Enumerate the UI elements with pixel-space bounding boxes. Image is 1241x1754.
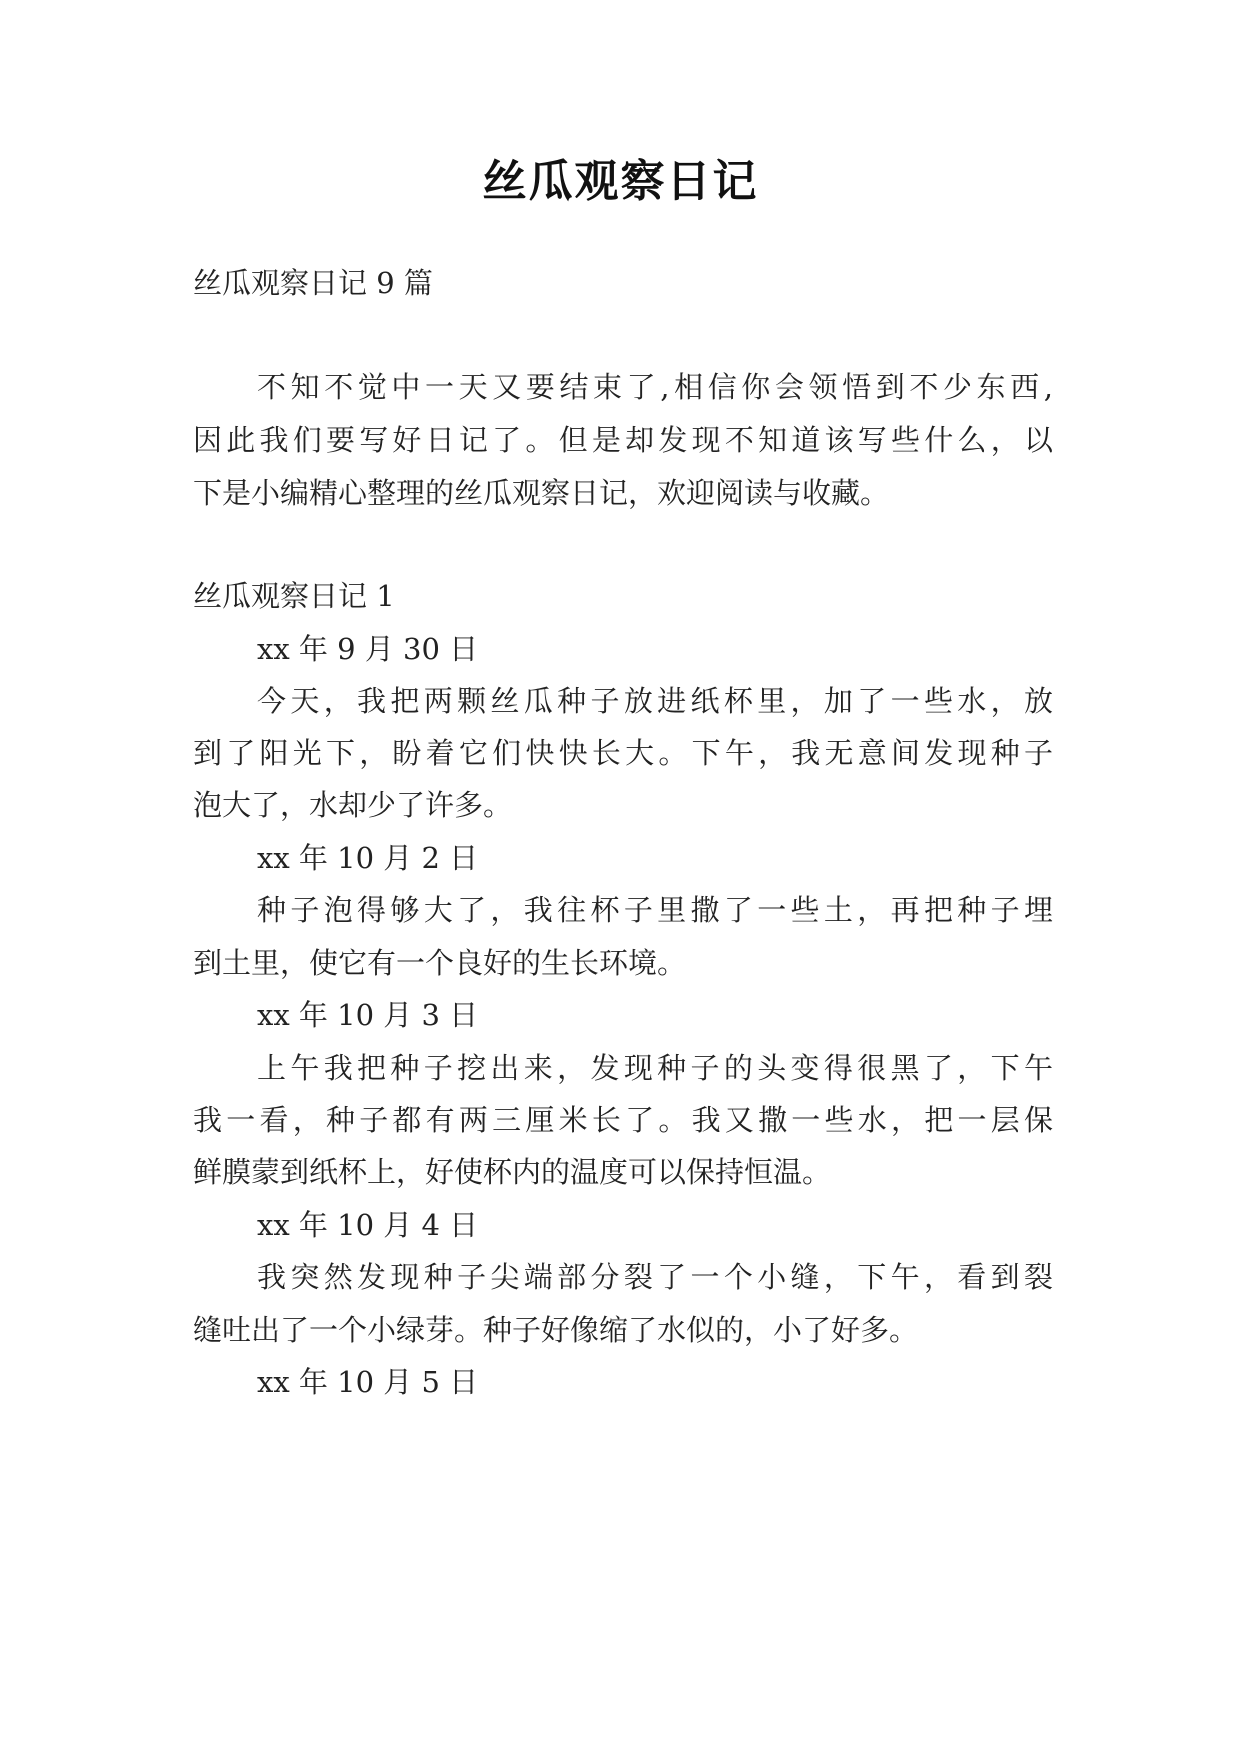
entry-text-line: 上午我把种子挖出来，发现种子的头变得很黑了，下午 — [257, 1051, 1053, 1085]
entry-text-line: 到土里，使它有一个良好的生长环境。 — [193, 946, 687, 980]
intro-line-3: 下是小编精心整理的丝瓜观察日记，欢迎阅读与收藏。 — [193, 476, 890, 510]
intro-line-2: 因此我们要写好日记了。但是却发现不知道该写些什么，以 — [193, 423, 1053, 457]
document-title: 丝瓜观察日记 — [482, 156, 759, 207]
entry-date: xx 年 10 月 5 日 — [257, 1365, 479, 1399]
entry-date: xx 年 10 月 4 日 — [257, 1208, 479, 1242]
section-heading: 丝瓜观察日记 1 — [193, 579, 395, 613]
entry-text-line: 我突然发现种子尖端部分裂了一个小缝，下午，看到裂 — [257, 1260, 1053, 1294]
entry-text-line: 泡大了，水却少了许多。 — [193, 788, 513, 822]
entry-text-line: 到了阳光下，盼着它们快快长大。下午，我无意间发现种子 — [193, 736, 1053, 770]
entry-text-line: 我一看，种子都有两三厘米长了。我又撒一些水，把一层保 — [193, 1103, 1053, 1137]
entry-date: xx 年 10 月 2 日 — [257, 841, 479, 875]
entry-date: xx 年 10 月 3 日 — [257, 998, 479, 1032]
entry-date: xx 年 9 月 30 日 — [257, 632, 479, 666]
intro-line-1: 不知不觉中一天又要结束了,相信你会领悟到不少东西, — [257, 370, 1053, 404]
entry-text-line: 种子泡得够大了，我往杯子里撒了一些土，再把种子埋 — [257, 893, 1053, 927]
entry-text-line: 今天，我把两颗丝瓜种子放进纸杯里，加了一些水，放 — [257, 684, 1053, 718]
entry-text-line: 缝吐出了一个小绿芽。种子好像缩了水似的，小了好多。 — [193, 1313, 919, 1347]
entry-text-line: 鲜膜蒙到纸杯上，好使杯内的温度可以保持恒温。 — [193, 1155, 832, 1189]
document-subtitle: 丝瓜观察日记 9 篇 — [193, 266, 433, 300]
